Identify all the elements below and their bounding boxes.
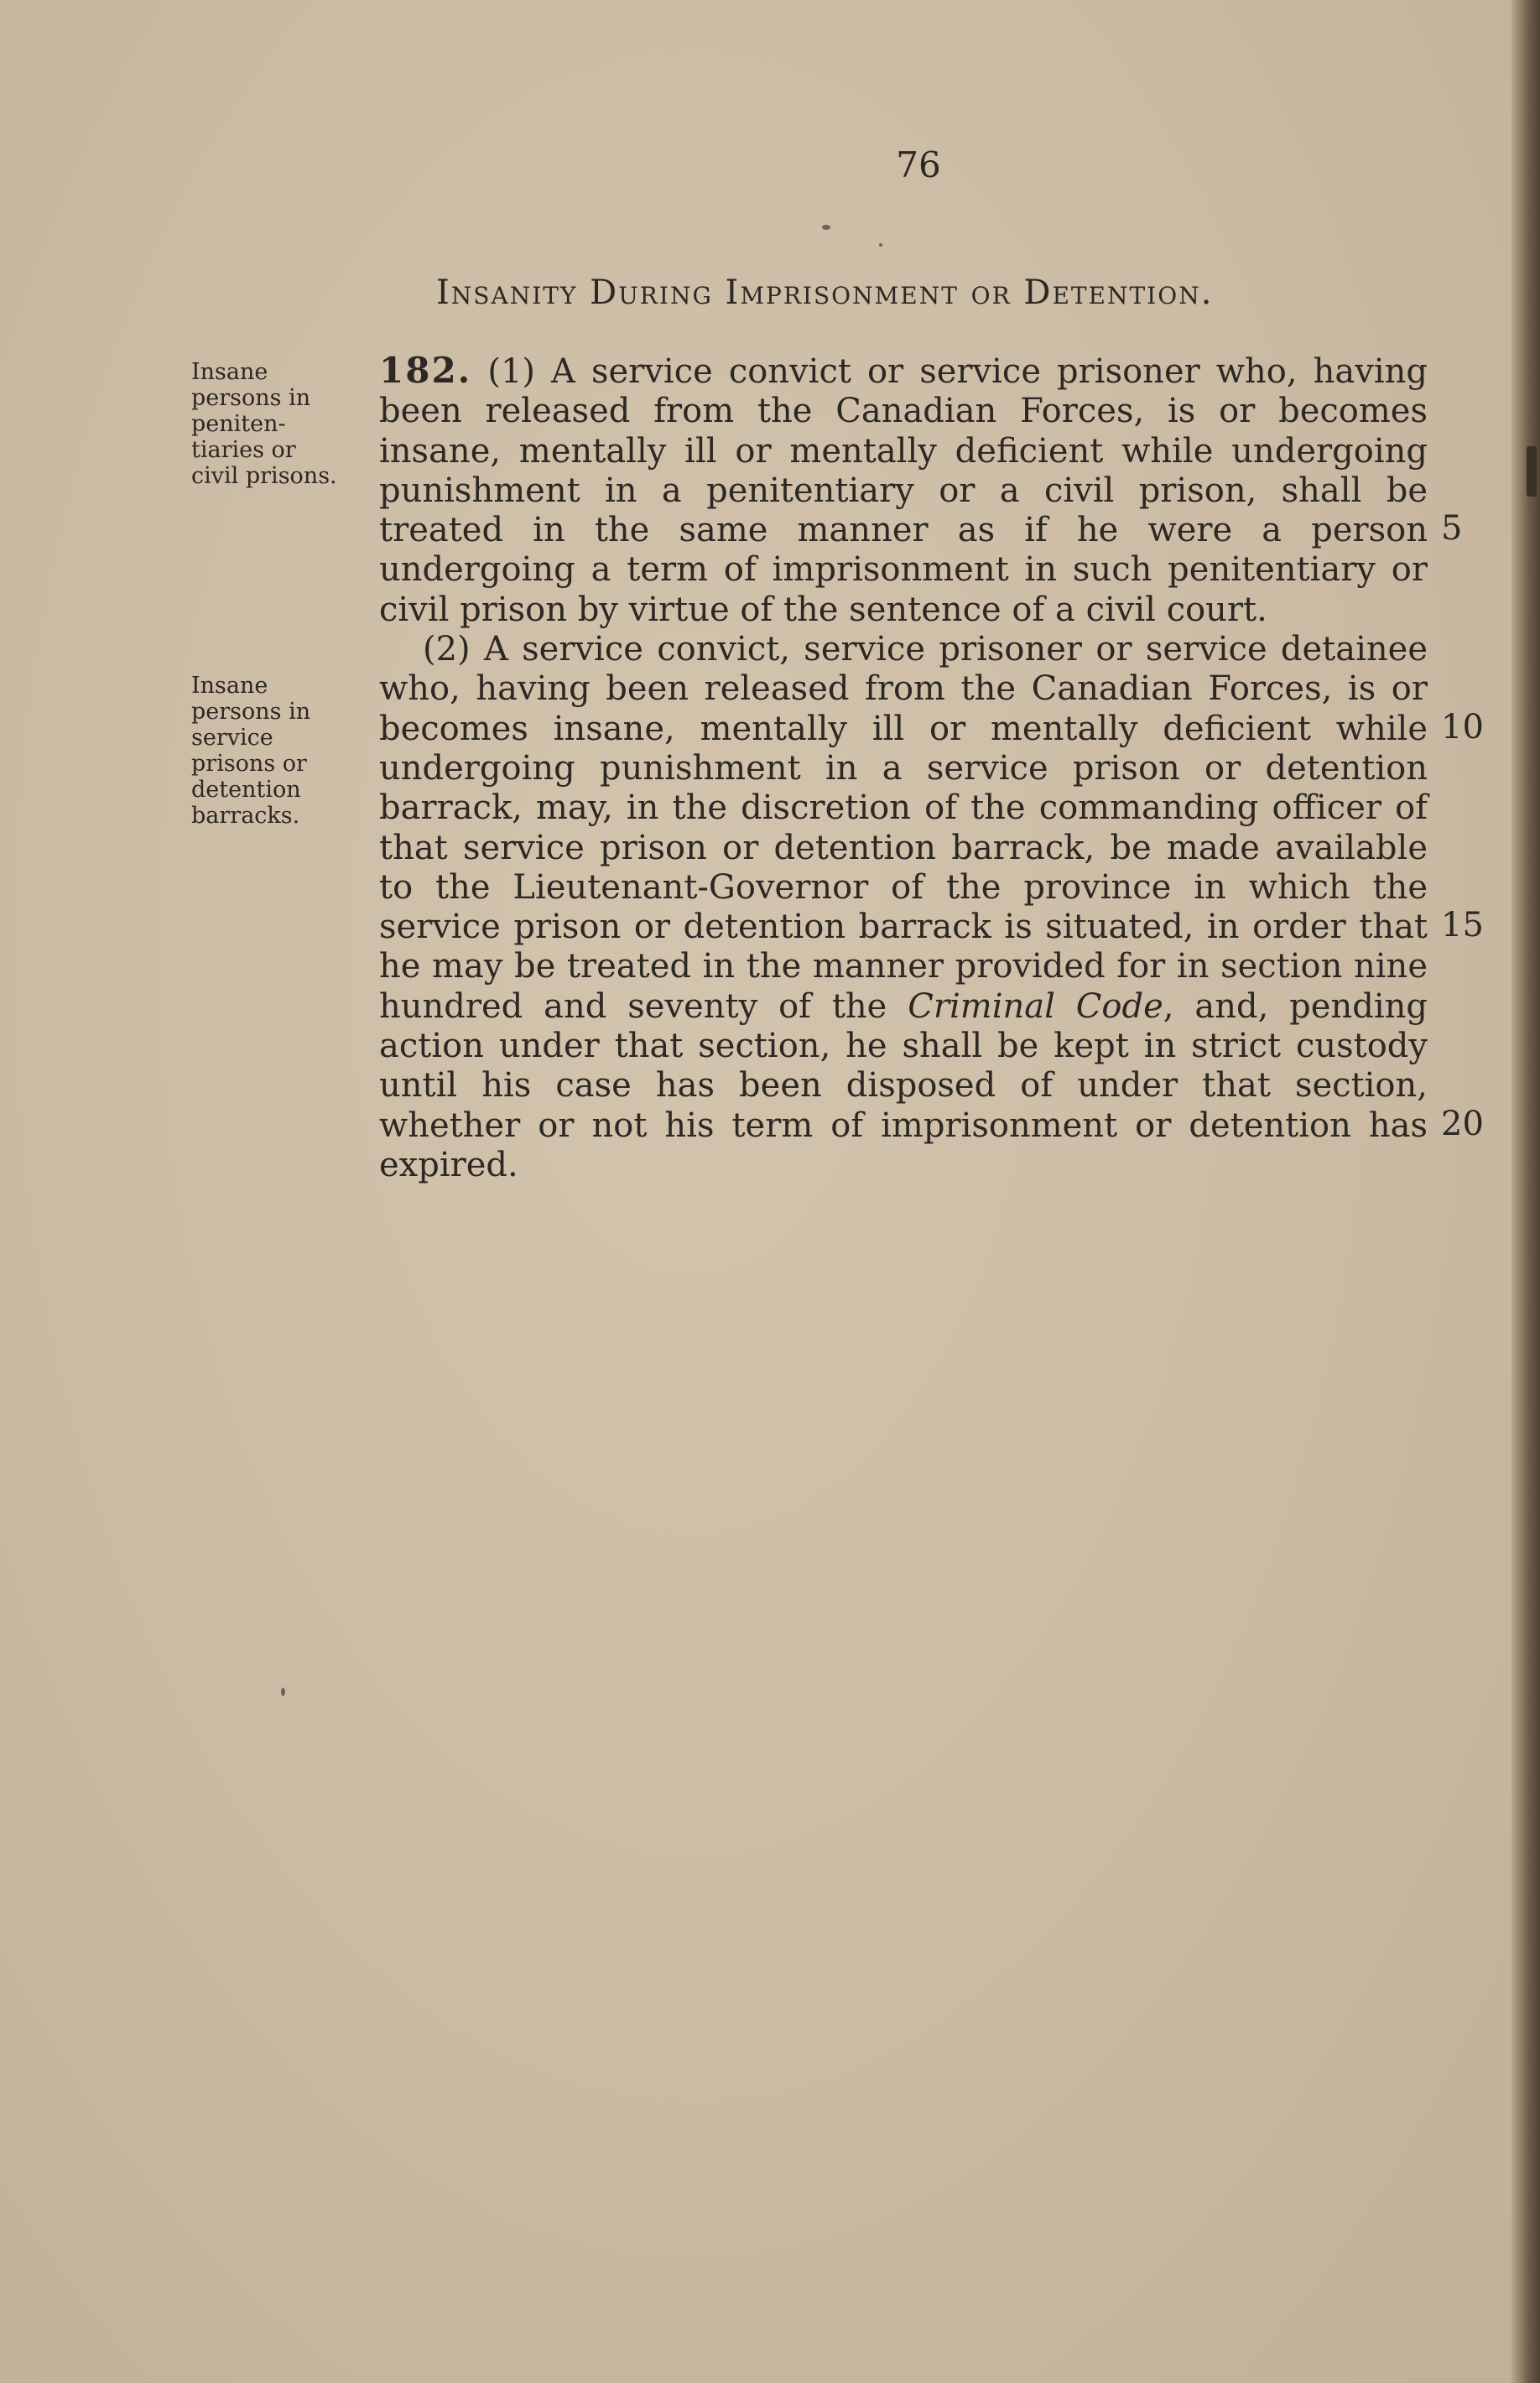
section-body xyxy=(379,351,1428,1185)
subsection-1-text: (1) A service convict or service prisoner who, having been released from the Canadian Forces, is or becomes insane, mentally ill or mentally deficient while undergoing punishment in a penitentiary or a civil prison, shall be treated in the same manner as if he were a person undergoing a term of imprisonment in such penitentiary or civil prison by virtue of the sentence of a civil court. xyxy=(379,352,1428,629)
book-spine xyxy=(1511,0,1540,2383)
section-number: 182. xyxy=(379,350,472,391)
paper-speck xyxy=(822,225,830,230)
subsection-2-text-end: , and, pending action under that section, he shall be kept in strict custody until his case has been disposed of under that section, whether or not his term of imprisonment or detention has expired. xyxy=(379,986,1428,1184)
line-number: 5 xyxy=(1441,509,1463,548)
line-number: 20 xyxy=(1441,1105,1484,1143)
paper-speck xyxy=(281,1688,285,1696)
criminal-code-reference: Criminal Code xyxy=(908,986,1163,1026)
line-number: 10 xyxy=(1441,708,1484,747)
line-number: 15 xyxy=(1441,906,1484,944)
subsection-2 xyxy=(379,630,1428,1185)
section-heading: Insanity During Imprisonment or Detention. xyxy=(436,273,1214,312)
page-number: 76 xyxy=(896,144,941,185)
subsection-1 xyxy=(379,351,1428,630)
subsection-2-text-start: (2) A service convict, service prisoner or service detainee who, having been released from the Canadian Forces, is or becomes insane, mentally ill or mentally deficient while undergoing punishment in a service prison or detention barrack, may, in the discretion of the commanding officer of that service prison or detention barrack, be made available to the Lieutenant-Governor of the province in which the service prison or detention barrack is situated, in order that he may be treated in the manner provided for in section nine hundred and seventy of the xyxy=(379,630,1428,1026)
spine-mark xyxy=(1527,446,1537,497)
margin-note-penitentiaries: Insane persons in peniten- tiaries or civil prisons. xyxy=(191,359,337,489)
margin-note-service-prisons: Insane persons in service prisons or detention barracks. xyxy=(191,673,311,829)
paper-speck xyxy=(879,243,882,247)
